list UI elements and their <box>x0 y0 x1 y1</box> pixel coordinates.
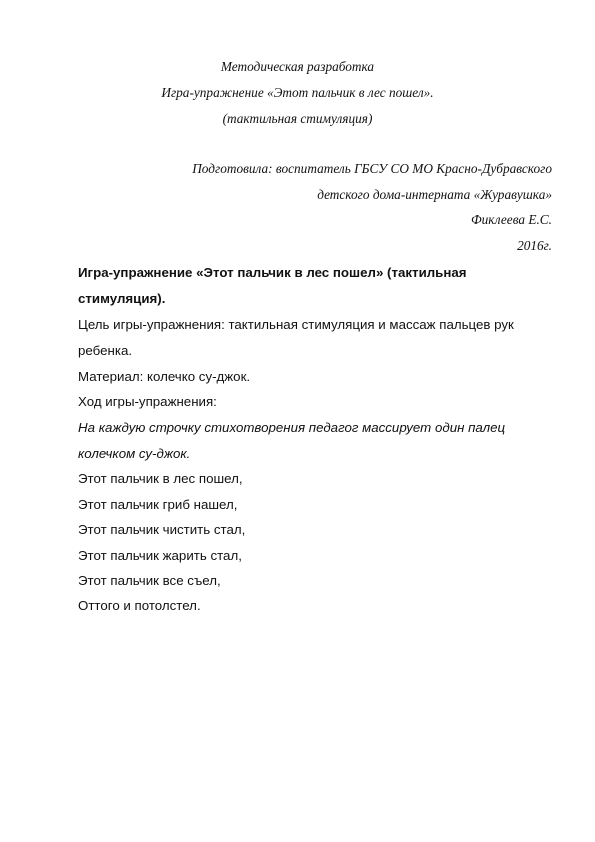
goal-line2: ребенка. <box>78 343 133 358</box>
header-title: Методическая разработка <box>220 59 375 74</box>
document-year: 2016г. <box>517 238 552 253</box>
exercise-title-line2: стимуляция). <box>78 291 166 306</box>
author-name: Фиклеева Е.С. <box>470 212 552 227</box>
instruction-line2: колечком су-джок. <box>78 446 191 461</box>
author-institution: детского дома-интерната «Журавушка» <box>317 187 552 202</box>
poem-line: Этот пальчик чистить стал, <box>78 522 246 537</box>
header-note: (тактильная стимуляция) <box>222 111 373 126</box>
header-subtitle: Игра-упражнение «Этот пальчик в лес пошел». <box>161 85 434 100</box>
instruction-line1: На каждую строчку стихотворения педагог массирует один палец <box>78 420 506 435</box>
procedure-label: Ход игры-упражнения: <box>78 394 217 409</box>
poem-line: Этот пальчик гриб нашел, <box>78 497 238 512</box>
goal-line1: Цель игры-упражнения: тактильная стимуляция и массаж пальцев рук <box>78 317 514 332</box>
material-line: Материал: колечко су-джок. <box>78 369 251 384</box>
poem-line: Оттого и потолстел. <box>78 598 201 613</box>
poem-line: Этот пальчик в лес пошел, <box>78 471 243 486</box>
author-position: Подготовила: воспитатель ГБСУ СО МО Красно-Дубравского <box>192 161 552 176</box>
exercise-title-line1: Игра-упражнение «Этот пальчик в лес пошел» (тактильная <box>78 265 467 280</box>
poem-line: Этот пальчик жарить стал, <box>78 548 242 563</box>
poem-line: Этот пальчик все съел, <box>78 573 221 588</box>
